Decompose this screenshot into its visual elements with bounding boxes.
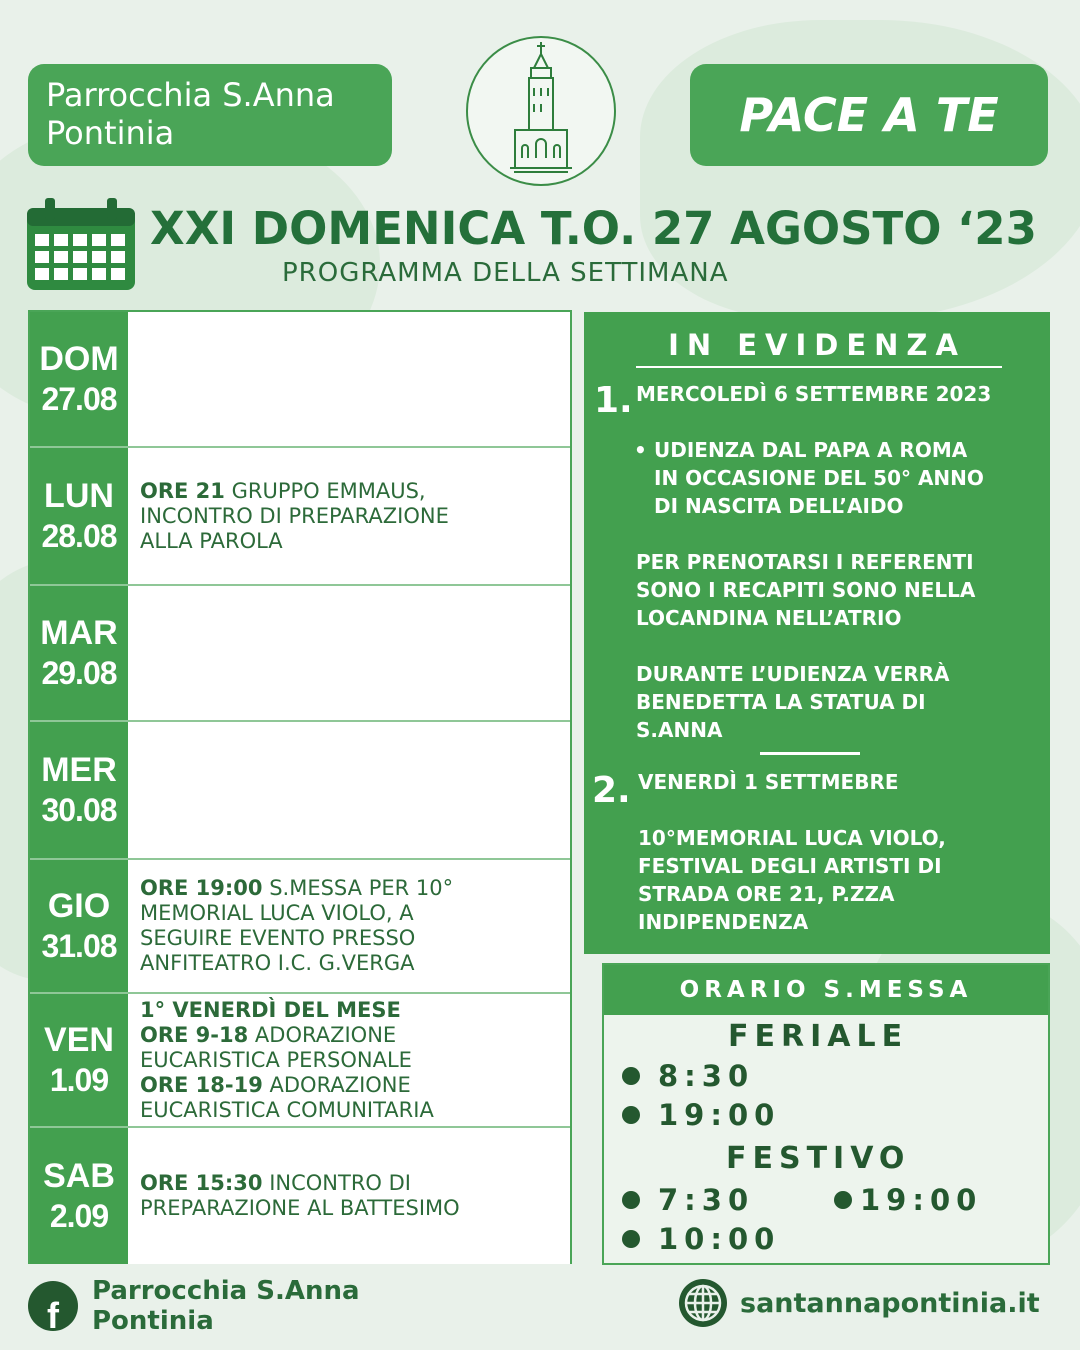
- mass-schedule-title: ORARIO S.MESSA: [604, 965, 1048, 1015]
- festivo-title: FESTIVO: [726, 1141, 911, 1176]
- event-line: [140, 1098, 560, 1123]
- highlights-panel: [584, 312, 1050, 954]
- bullet-dot: [622, 1191, 640, 1209]
- day-events: [128, 312, 570, 446]
- feriale-time: 8:30: [622, 1059, 754, 1093]
- day-events: [128, 586, 570, 720]
- item1-blessing-text: DURANTE L’UDIENZA VERRÀ BENEDETTA LA STATUA DI S.ANNA: [636, 662, 950, 742]
- event-text: SEGUIRE EVENTO PRESSO: [140, 926, 416, 950]
- day-date: 27.08: [41, 381, 117, 417]
- pace-a-te-box: [690, 64, 1048, 166]
- day-label: [30, 994, 128, 1126]
- day-events: [128, 994, 570, 1126]
- day-date: 31.08: [41, 928, 117, 964]
- schedule-day-row: [30, 448, 570, 586]
- festivo-time: 7:30: [622, 1183, 754, 1217]
- day-label: [30, 312, 128, 446]
- event-line: [140, 1073, 560, 1098]
- day-date: 29.08: [41, 655, 117, 691]
- item1-bullet-text: UDIENZA DAL PAPA A ROMA IN OCCASIONE DEL 50° ANNO DI NASCITA DELL’AIDO: [654, 438, 984, 518]
- day-name: GIO: [47, 887, 111, 925]
- day-name: SAB: [43, 1157, 115, 1195]
- day-name: VEN: [44, 1021, 114, 1059]
- day-date: 30.08: [41, 792, 117, 828]
- day-label: [30, 586, 128, 720]
- event-line: [140, 951, 560, 976]
- event-line: [140, 504, 560, 529]
- day-date: 28.08: [41, 518, 117, 554]
- event-text: MEMORIAL LUCA VIOLO, A: [140, 901, 414, 925]
- item2-date: VENERDÌ 1 SETTMEBRE: [638, 770, 899, 794]
- globe-icon: [678, 1278, 728, 1328]
- item-separator: [760, 752, 860, 755]
- bullet-dot: [622, 1106, 640, 1124]
- page-title: XXI DOMENICA T.O. 27 AGOSTO ‘23: [150, 202, 1037, 255]
- schedule-day-row: [30, 722, 570, 860]
- day-events: [128, 448, 570, 584]
- event-line: [140, 479, 560, 504]
- event-text: S.MESSA PER 10°: [262, 876, 454, 900]
- event-time: ORE 9-18: [140, 1022, 249, 1047]
- item-number: 1.: [594, 380, 633, 421]
- event-time: ORE 15:30: [140, 1171, 263, 1195]
- bullet-dot: •: [634, 438, 647, 462]
- feriale-time: 19:00: [622, 1098, 780, 1132]
- event-line: [140, 1023, 560, 1048]
- event-text: EUCARISTICA PERSONALE: [140, 1047, 412, 1072]
- festivo-time: 19:00: [834, 1183, 982, 1217]
- pace-a-te-text: PACE A TE: [739, 88, 999, 142]
- facebook-icon: f: [28, 1281, 78, 1331]
- event-text: INCONTRO DI: [262, 1171, 411, 1195]
- event-line: [140, 1048, 560, 1073]
- facebook-name-line1: Parrocchia S.Anna: [92, 1276, 360, 1306]
- day-label: [30, 448, 128, 584]
- event-text: PREPARAZIONE AL BATTESIMO: [140, 1196, 460, 1220]
- schedule-day-row: [30, 586, 570, 722]
- event-text: ADORAZIONE: [248, 1022, 397, 1047]
- church-tower-icon: [466, 36, 616, 186]
- website-url: santannapontinia.it: [740, 1287, 1040, 1319]
- day-label: [30, 1128, 128, 1264]
- schedule-day-row: [30, 860, 570, 994]
- bullet-dot: [622, 1230, 640, 1248]
- schedule-day-row: [30, 994, 570, 1128]
- calendar-icon: [27, 198, 137, 292]
- event-time: ORE 18-19: [140, 1072, 263, 1097]
- event-text: EUCARISTICA COMUNITARIA: [140, 1097, 434, 1122]
- event-line: [140, 998, 560, 1023]
- facebook-name-line2: Pontinia: [92, 1306, 214, 1336]
- day-name: LUN: [44, 477, 114, 515]
- item2-description: 10°MEMORIAL LUCA VIOLO, FESTIVAL DEGLI ARTISTI DI STRADA ORE 21, P.ZZA INDIPENDENZA: [638, 826, 946, 934]
- event-line: [140, 1171, 560, 1196]
- item1-date: MERCOLEDÌ 6 SETTEMBRE 2023: [636, 382, 992, 406]
- festivo-time: 10:00: [622, 1222, 780, 1256]
- parish-name-box: [28, 64, 392, 166]
- event-line: [140, 926, 560, 951]
- event-line: [140, 901, 560, 926]
- day-label: [30, 860, 128, 992]
- item-number: 2.: [592, 770, 631, 811]
- day-events: [128, 722, 570, 858]
- event-time: ORE 21: [140, 478, 225, 503]
- schedule-day-row: [30, 312, 570, 448]
- bullet-dot: [622, 1067, 640, 1085]
- parish-name-line2: Pontinia: [46, 114, 175, 152]
- event-time: ORE 19:00: [140, 876, 263, 900]
- day-name: MER: [41, 751, 117, 789]
- event-text: INCONTRO DI PREPARAZIONE: [140, 503, 449, 528]
- day-events: [128, 860, 570, 992]
- item1-booking-text: PER PRENOTARSI I REFERENTI SONO I RECAPITI SONO NELLA LOCANDINA NELL’ATRIO: [636, 550, 976, 630]
- event-text: ADORAZIONE: [262, 1072, 411, 1097]
- event-text: GRUPPO EMMAUS,: [224, 478, 426, 503]
- event-line: [140, 1196, 560, 1221]
- page-subtitle: PROGRAMMA DELLA SETTIMANA: [282, 258, 729, 288]
- weekly-schedule: [28, 310, 572, 1264]
- day-date: 1.09: [49, 1062, 109, 1098]
- day-name: MAR: [40, 614, 118, 652]
- schedule-day-row: [30, 1128, 570, 1264]
- event-text: ALLA PAROLA: [140, 528, 283, 553]
- feriale-title: FERIALE: [728, 1019, 909, 1054]
- event-text: ANFITEATRO I.C. G.VERGA: [140, 951, 415, 975]
- parish-name-line1: Parrocchia S.Anna: [46, 76, 335, 114]
- event-time: 1° VENERDÌ DEL MESE: [140, 997, 401, 1022]
- bullet-dot: [834, 1191, 852, 1209]
- day-label: [30, 722, 128, 858]
- website-link[interactable]: [678, 1278, 1040, 1328]
- day-date: 2.09: [49, 1198, 109, 1234]
- day-events: [128, 1128, 570, 1264]
- event-line: [140, 876, 560, 901]
- day-name: DOM: [39, 340, 119, 378]
- event-line: [140, 529, 560, 554]
- mass-schedule-panel: [602, 963, 1050, 1265]
- highlights-title: IN EVIDENZA: [668, 328, 966, 362]
- highlights-title-underline: [636, 366, 1002, 368]
- facebook-link[interactable]: [28, 1276, 360, 1336]
